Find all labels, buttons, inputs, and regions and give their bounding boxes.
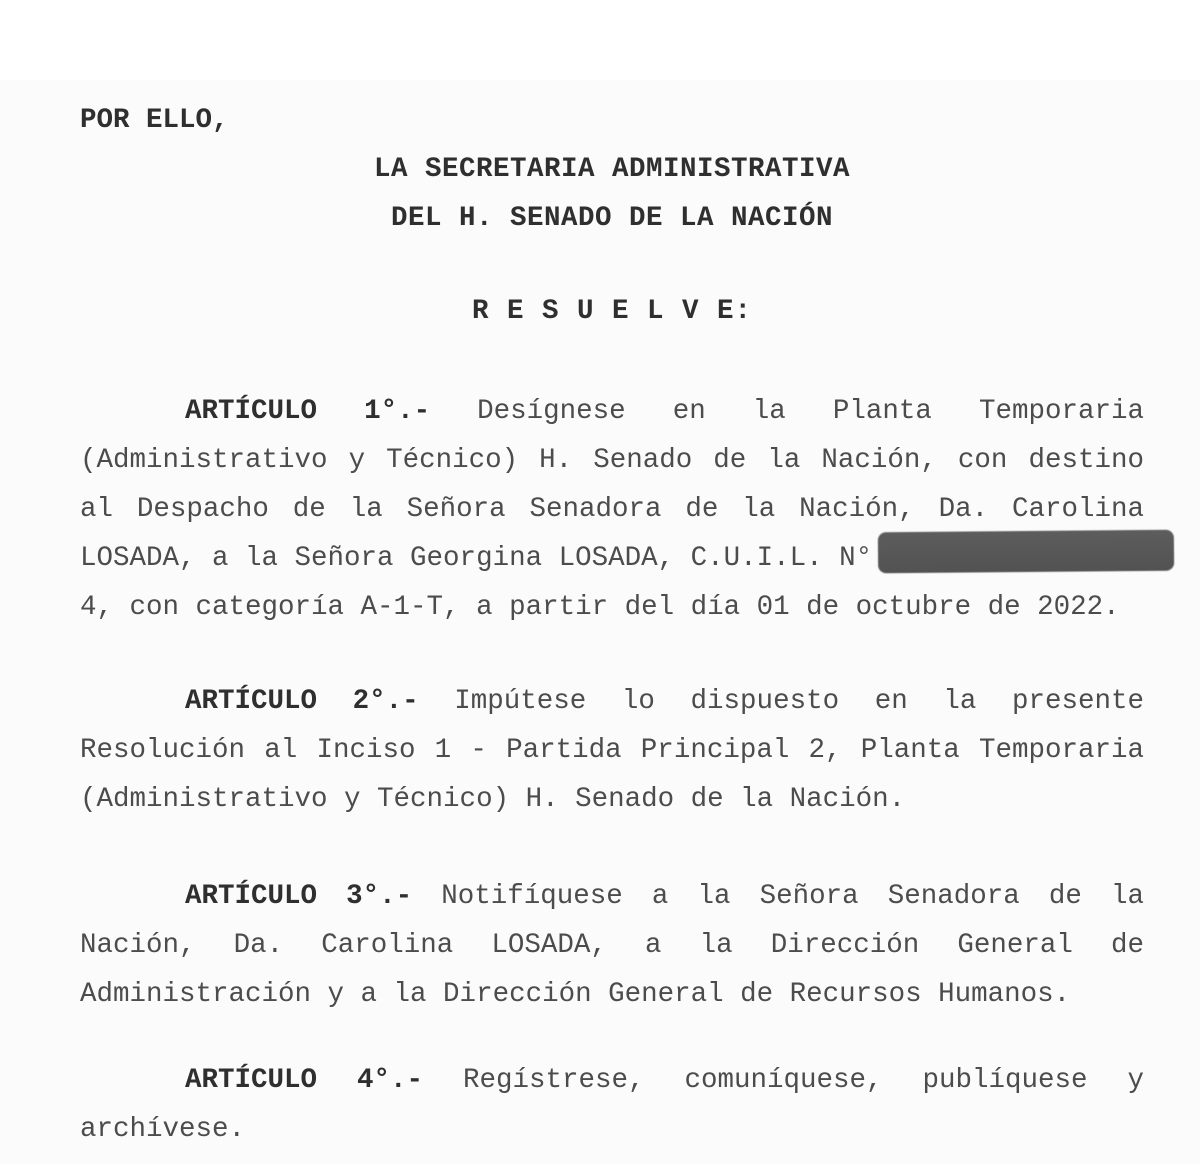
article-3-line-2: Nación, Da. Carolina LOSADA, a la Dirección General de — [80, 930, 1144, 961]
article-3-label: ARTÍCULO 3°.- — [185, 881, 413, 912]
article-1-text-1: Desígnese en la Planta Temporaria — [477, 396, 1144, 427]
article-4-line-2: archívese. — [80, 1114, 246, 1145]
intro-phrase: POR ELLO, — [80, 105, 229, 136]
article-2-text-1: Impútese lo dispuesto en la presente — [454, 686, 1144, 717]
document-body — [80, 0, 1144, 1154]
article-4 — [80, 1056, 1144, 1154]
article-3-text-1: Notifíquese a la Señora Senadora de la — [441, 881, 1144, 912]
authority-line-1: LA SECRETARIA ADMINISTRATIVA — [373, 154, 851, 185]
article-1 — [80, 387, 1144, 632]
article-4-line-1 — [80, 1056, 1144, 1105]
article-4-text-1: Regístrese, comuníquese, publíquese y — [462, 1065, 1144, 1096]
redaction-bar — [878, 530, 1174, 574]
article-1-line-5: 4, con categoría A-1-T, a partir del día 01 de octubre de 2022. — [80, 592, 1120, 623]
article-1-line-2: (Administrativo y Técnico) H. Senado de la Nación, con destino — [80, 445, 1144, 476]
article-3-line-3: Administración y a la Dirección General de Recursos Humanos. — [80, 979, 1071, 1010]
article-1-label: ARTÍCULO 1°.- — [185, 396, 431, 427]
resolve-heading: R E S U E L V E: — [471, 296, 753, 327]
article-2-line-3: (Administrativo y Técnico) H. Senado de la Nación. — [80, 784, 906, 815]
authority-line-2: DEL H. SENADO DE LA NACIÓN — [390, 203, 834, 234]
article-3 — [80, 872, 1144, 1019]
authority-heading — [80, 145, 1144, 243]
article-2-label: ARTÍCULO 2°.- — [185, 686, 419, 717]
article-3-line-1 — [80, 872, 1144, 921]
article-2 — [80, 677, 1144, 824]
article-2-line-2: Resolución al Inciso 1 - Partida Principal 2, Planta Temporaria — [80, 735, 1144, 766]
article-2-line-1 — [80, 677, 1144, 726]
article-1-line-4: LOSADA, a la Señora Georgina LOSADA, C.U.I.L. N° — [80, 543, 873, 574]
article-1-line-3: al Despacho de la Señora Senadora de la Nación, Da. Carolina — [80, 494, 1144, 525]
article-4-label: ARTÍCULO 4°.- — [185, 1065, 424, 1096]
article-1-line-1 — [80, 387, 1144, 436]
